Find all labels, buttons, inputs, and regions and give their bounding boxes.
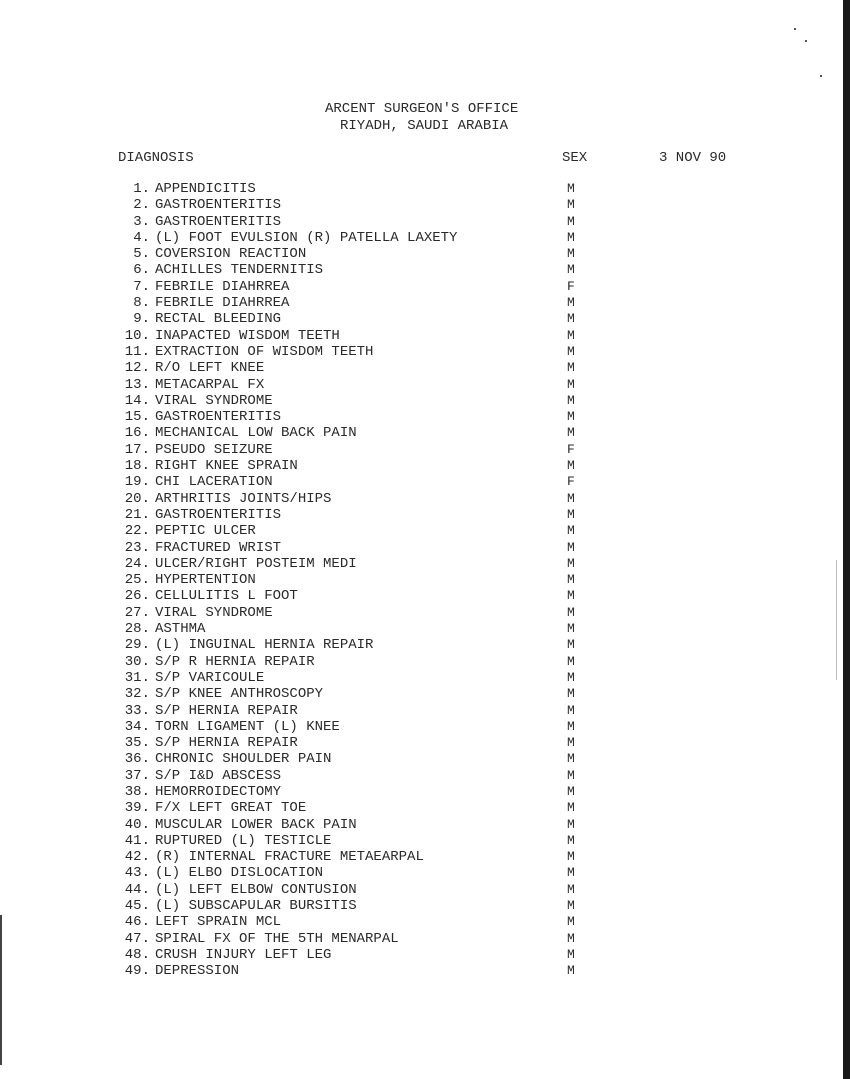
sex-value: M <box>567 295 575 311</box>
sex-value: M <box>567 523 575 539</box>
row-number: 28. <box>124 621 150 638</box>
diagnosis-text: METACARPAL FX <box>155 376 265 393</box>
diagnosis-text: FEBRILE DIAHRREA <box>155 295 290 312</box>
list-item <box>0 540 620 556</box>
scan-speck <box>820 75 822 77</box>
diagnosis-text: GASTROENTERITIS <box>155 409 282 426</box>
list-item <box>0 360 620 376</box>
sex-value: M <box>567 963 575 979</box>
sex-value: M <box>567 458 575 474</box>
sex-value: M <box>567 849 575 865</box>
list-item <box>0 311 620 327</box>
diagnosis-text: ULCER/RIGHT POSTEIM MEDI <box>155 555 357 572</box>
list-item <box>0 703 620 719</box>
diagnosis-text: RIGHT KNEE SPRAIN <box>155 458 298 475</box>
diagnosis-text: F/X LEFT GREAT TOE <box>155 800 307 817</box>
row-number: 38. <box>124 783 150 800</box>
list-item <box>0 507 620 523</box>
row-number: 48. <box>124 946 150 963</box>
list-item <box>0 914 620 930</box>
row-number: 9. <box>133 311 150 328</box>
list-item <box>0 344 620 360</box>
sex-value: M <box>567 914 575 930</box>
report-date: 3 NOV 90 <box>659 150 727 166</box>
list-item <box>0 768 620 784</box>
list-item <box>0 654 620 670</box>
diagnosis-text: VIRAL SYNDROME <box>155 392 273 409</box>
row-number: 19. <box>124 474 150 491</box>
sex-value: M <box>567 246 575 262</box>
list-item <box>0 686 620 702</box>
sex-value: M <box>567 930 575 946</box>
list-item <box>0 800 620 816</box>
row-number: 16. <box>124 425 150 442</box>
list-item <box>0 735 620 751</box>
diagnosis-text: GASTROENTERITIS <box>155 213 282 230</box>
diagnosis-text: PEPTIC ULCER <box>155 523 256 540</box>
row-number: 4. <box>133 229 150 246</box>
row-number: 1. <box>133 181 150 197</box>
row-number: 11. <box>124 343 150 360</box>
diagnosis-text: (L) ELBO DISLOCATION <box>155 865 324 882</box>
scan-speck <box>794 28 796 30</box>
diagnosis-text: (R) INTERNAL FRACTURE METAEARPAL <box>155 849 424 866</box>
sex-value: M <box>567 327 575 343</box>
scan-speck <box>805 40 807 42</box>
row-number: 12. <box>124 360 150 377</box>
diagnosis-text: CHRONIC SHOULDER PAIN <box>155 751 332 768</box>
list-item <box>0 197 620 213</box>
list-item <box>0 931 620 947</box>
row-number: 18. <box>124 458 150 475</box>
row-number: 27. <box>124 604 150 621</box>
row-number: 13. <box>124 376 150 393</box>
sex-value: M <box>567 718 575 734</box>
list-item <box>0 605 620 621</box>
list-item <box>0 181 620 197</box>
sex-value: M <box>567 262 575 278</box>
diagnosis-text: SPIRAL FX OF THE 5TH MENARPAL <box>155 930 399 947</box>
list-item <box>0 849 620 865</box>
row-number: 32. <box>124 686 150 703</box>
row-number: 3. <box>133 213 150 230</box>
list-item <box>0 442 620 458</box>
diagnosis-text: GASTROENTERITIS <box>155 197 282 214</box>
diagnosis-text: FEBRILE DIAHRREA <box>155 278 290 295</box>
diagnosis-text: TORN LIGAMENT (L) KNEE <box>155 718 340 735</box>
list-item <box>0 458 620 474</box>
diagnosis-text: EXTRACTION OF WISDOM TEETH <box>155 343 374 360</box>
list-item <box>0 474 620 490</box>
row-number: 10. <box>124 327 150 344</box>
list-item <box>0 295 620 311</box>
row-number: 17. <box>124 441 150 458</box>
sex-value: M <box>567 311 575 327</box>
list-item <box>0 947 620 963</box>
diagnosis-text: (L) FOOT EVULSION (R) PATELLA LAXETY <box>155 229 458 246</box>
sex-value: M <box>567 735 575 751</box>
list-item <box>0 377 620 393</box>
sex-value: F <box>567 474 575 490</box>
diagnosis-text: S/P HERNIA REPAIR <box>155 702 298 719</box>
diagnosis-text: RUPTURED (L) TESTICLE <box>155 832 332 849</box>
row-number: 47. <box>124 930 150 947</box>
row-number: 43. <box>124 865 150 882</box>
diagnosis-text: S/P HERNIA REPAIR <box>155 735 298 752</box>
list-item <box>0 670 620 686</box>
list-item <box>0 882 620 898</box>
sex-value: M <box>567 653 575 669</box>
list-item <box>0 279 620 295</box>
diagnosis-text: MECHANICAL LOW BACK PAIN <box>155 425 357 442</box>
sex-value: M <box>567 751 575 767</box>
row-number: 37. <box>124 767 150 784</box>
diagnosis-column-header: DIAGNOSIS <box>118 150 194 166</box>
list-item <box>0 262 620 278</box>
sex-value: M <box>567 409 575 425</box>
row-number: 15. <box>124 409 150 426</box>
sex-value: M <box>567 783 575 799</box>
row-number: 40. <box>124 816 150 833</box>
row-number: 30. <box>124 653 150 670</box>
list-item <box>0 751 620 767</box>
list-item <box>0 328 620 344</box>
diagnosis-text: INAPACTED WISDOM TEETH <box>155 327 340 344</box>
row-number: 5. <box>133 246 150 263</box>
list-item <box>0 588 620 604</box>
sex-value: M <box>567 539 575 555</box>
sex-value: M <box>567 506 575 522</box>
diagnosis-text: S/P R HERNIA REPAIR <box>155 653 315 670</box>
sex-value: M <box>567 392 575 408</box>
sex-value: M <box>567 702 575 718</box>
row-number: 21. <box>124 506 150 523</box>
sex-value: F <box>567 278 575 294</box>
list-item <box>0 963 620 979</box>
diagnosis-text: LEFT SPRAIN MCL <box>155 914 282 931</box>
diagnosis-list <box>0 181 620 980</box>
list-item <box>0 409 620 425</box>
row-number: 39. <box>124 800 150 817</box>
sex-value: M <box>567 621 575 637</box>
row-number: 33. <box>124 702 150 719</box>
sex-column-header: SEX <box>562 150 588 166</box>
list-item <box>0 523 620 539</box>
list-item <box>0 833 620 849</box>
list-item <box>0 898 620 914</box>
list-item <box>0 621 620 637</box>
list-item <box>0 425 620 441</box>
diagnosis-text: (L) LEFT ELBOW CONTUSION <box>155 881 357 898</box>
sex-value: M <box>567 816 575 832</box>
sex-value: M <box>567 490 575 506</box>
scan-edge-right <box>843 0 850 1079</box>
sex-value: M <box>567 343 575 359</box>
diagnosis-text: FRACTURED WRIST <box>155 539 282 556</box>
row-number: 14. <box>124 392 150 409</box>
sex-value: M <box>567 376 575 392</box>
row-number: 23. <box>124 539 150 556</box>
diagnosis-text: HEMORROIDECTOMY <box>155 783 282 800</box>
row-number: 22. <box>124 523 150 540</box>
diagnosis-text: COVERSION REACTION <box>155 246 307 263</box>
row-number: 6. <box>133 262 150 279</box>
list-item <box>0 572 620 588</box>
row-number: 46. <box>124 914 150 931</box>
office-location: RIYADH, SAUDI ARABIA <box>340 118 509 134</box>
list-item <box>0 817 620 833</box>
sex-value: M <box>567 865 575 881</box>
scan-mark <box>836 560 837 680</box>
list-item <box>0 246 620 262</box>
row-number: 31. <box>124 669 150 686</box>
sex-value: M <box>567 197 575 213</box>
list-item <box>0 214 620 230</box>
sex-value: F <box>567 441 575 457</box>
sex-value: M <box>567 881 575 897</box>
row-number: 36. <box>124 751 150 768</box>
diagnosis-text: S/P KNEE ANTHROSCOPY <box>155 686 324 703</box>
diagnosis-text: R/O LEFT KNEE <box>155 360 265 377</box>
sex-value: M <box>567 425 575 441</box>
row-number: 29. <box>124 637 150 654</box>
sex-value: M <box>567 229 575 245</box>
row-number: 7. <box>133 278 150 295</box>
office-title: ARCENT SURGEON'S OFFICE <box>325 101 519 117</box>
diagnosis-text: DEPRESSION <box>155 963 240 980</box>
diagnosis-text: (L) SUBSCAPULAR BURSITIS <box>155 898 357 915</box>
sex-value: M <box>567 898 575 914</box>
sex-value: M <box>567 637 575 653</box>
list-item <box>0 491 620 507</box>
sex-value: M <box>567 572 575 588</box>
list-item <box>0 230 620 246</box>
diagnosis-text: CHI LACERATION <box>155 474 273 491</box>
diagnosis-text: S/P VARICOULE <box>155 669 265 686</box>
row-number: 2. <box>133 197 150 214</box>
sex-value: M <box>567 686 575 702</box>
list-item <box>0 637 620 653</box>
row-number: 34. <box>124 718 150 735</box>
sex-value: M <box>567 588 575 604</box>
row-number: 45. <box>124 898 150 915</box>
sex-value: M <box>567 767 575 783</box>
list-item <box>0 556 620 572</box>
diagnosis-text: S/P I&D ABSCESS <box>155 767 282 784</box>
row-number: 24. <box>124 555 150 572</box>
diagnosis-text: HYPERTENTION <box>155 572 256 589</box>
sex-value: M <box>567 360 575 376</box>
diagnosis-text: CELLULITIS L FOOT <box>155 588 298 605</box>
diagnosis-text: APPENDICITIS <box>155 181 256 197</box>
diagnosis-text: ASTHMA <box>155 621 206 638</box>
diagnosis-text: CRUSH INJURY LEFT LEG <box>155 946 332 963</box>
row-number: 42. <box>124 849 150 866</box>
diagnosis-text: (L) INGUINAL HERNIA REPAIR <box>155 637 374 654</box>
diagnosis-text: PSEUDO SEIZURE <box>155 441 273 458</box>
list-item <box>0 719 620 735</box>
row-number: 49. <box>124 963 150 980</box>
row-number: 8. <box>133 295 150 312</box>
sex-value: M <box>567 946 575 962</box>
list-item <box>0 784 620 800</box>
row-number: 25. <box>124 572 150 589</box>
row-number: 41. <box>124 832 150 849</box>
list-item <box>0 393 620 409</box>
diagnosis-text: MUSCULAR LOWER BACK PAIN <box>155 816 357 833</box>
sex-value: M <box>567 213 575 229</box>
row-number: 35. <box>124 735 150 752</box>
diagnosis-text: ACHILLES TENDERNITIS <box>155 262 324 279</box>
row-number: 20. <box>124 490 150 507</box>
sex-value: M <box>567 555 575 571</box>
diagnosis-text: ARTHRITIS JOINTS/HIPS <box>155 490 332 507</box>
sex-value: M <box>567 604 575 620</box>
row-number: 26. <box>124 588 150 605</box>
sex-value: M <box>567 669 575 685</box>
diagnosis-text: GASTROENTERITIS <box>155 506 282 523</box>
diagnosis-text: VIRAL SYNDROME <box>155 604 273 621</box>
sex-value: M <box>567 181 575 196</box>
diagnosis-text: RECTAL BLEEDING <box>155 311 282 328</box>
row-number: 44. <box>124 881 150 898</box>
sex-value: M <box>567 832 575 848</box>
sex-value: M <box>567 800 575 816</box>
list-item <box>0 865 620 881</box>
